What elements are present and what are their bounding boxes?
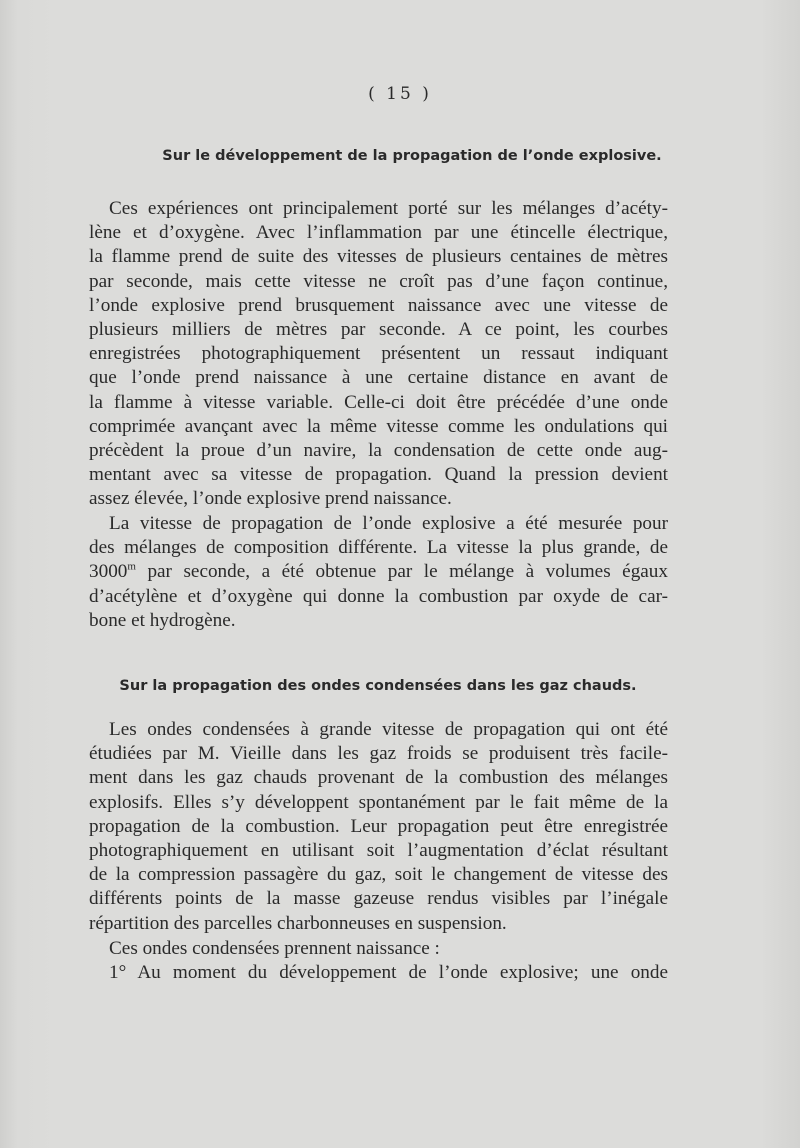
- text-line-with-measurement: [89, 560, 668, 584]
- text-line: de la compression passagère du gaz, soit le changement de vitesse des: [89, 864, 668, 886]
- text-line: La vitesse de propagation de l’onde explosive a été mesurée pour: [109, 513, 668, 534]
- unit-superscript: m: [127, 561, 136, 574]
- text-line: répartition des parcelles charbonneuses en suspension.: [89, 912, 507, 934]
- text-line: par seconde, mais cette vitesse ne croît pas d’une façon continue,: [89, 270, 668, 292]
- text-line: assez élevée, l’onde explosive prend naissance.: [89, 488, 452, 510]
- text-line: propagation de la combustion. Leur propagation peut être enregistrée: [89, 815, 668, 837]
- text-line: bone et hydrogène.: [89, 609, 236, 631]
- section-heading-2: Sur la propagation des ondes condensées dans les gaz chauds.: [119, 678, 637, 694]
- section1-paragraph-1: [89, 197, 668, 512]
- section1-paragraph-2: [89, 512, 668, 633]
- text-line: ment dans les gaz chauds provenant de la combustion des mélanges: [89, 767, 668, 789]
- text-line: comprimée avançant avec la même vitesse comme les ondulations qui: [89, 415, 668, 437]
- text-line: enregistrées photographiquement présentent un ressaut indiquant: [89, 343, 668, 365]
- section2-list-item-1: [89, 961, 668, 985]
- text-line: photographiquement en utilisant soit l’augmentation d’éclat résultant: [89, 840, 668, 862]
- text-line: la flamme à vitesse variable. Celle-ci doit être précédée d’une onde: [89, 391, 668, 413]
- text-line: étudiées par M. Vieille dans les gaz froids se produisent très facile-: [89, 743, 668, 765]
- text-line: la flamme prend de suite des vitesses de plusieurs centaines de mètres: [89, 246, 668, 268]
- text-line: lène et d’oxygène. Avec l’inflammation par une étincelle électrique,: [89, 222, 668, 244]
- section2-paragraph-1: [89, 718, 668, 936]
- section-heading-1: Sur le développement de la propagation de l’onde explosive.: [162, 148, 662, 164]
- text-line: que l’onde prend naissance à une certaine distance en avant de: [89, 367, 668, 389]
- text-line: explosifs. Elles s’y développent spontanément par le fait même de la: [89, 791, 668, 813]
- text-line: mentant avec sa vitesse de propagation. Quand la pression devient: [89, 464, 668, 486]
- page-number: ( 15 ): [368, 84, 432, 104]
- section2-paragraph-2: [89, 937, 668, 961]
- text-line: d’acétylène et d’oxygène qui donne la combustion par oxyde de car-: [89, 585, 668, 607]
- text-line: Ces ondes condensées prennent naissance :: [109, 938, 440, 959]
- text-line: l’onde explosive prend brusquement naissance avec une vitesse de: [89, 294, 668, 316]
- text-line: 1° Au moment du développement de l’onde explosive; une onde: [109, 962, 668, 983]
- speed-value: 3000: [89, 561, 128, 583]
- text-line: précèdent la proue d’un navire, la condensation de cette onde aug-: [89, 440, 668, 462]
- text-line: plusieurs milliers de mètres par seconde. A ce point, les courbes: [89, 319, 668, 341]
- text-line: différents points de la masse gazeuse rendus visibles par l’inégale: [89, 888, 668, 910]
- text-line: Les ondes condensées à grande vitesse de propagation qui ont été: [109, 719, 668, 740]
- text-line: des mélanges de composition différente. La vitesse la plus grande, de: [89, 537, 668, 559]
- text-fragment: par seconde, a été obtenue par le mélange à volumes égaux: [135, 561, 668, 583]
- text-line: Ces expériences ont principalement porté sur les mélanges d’acéty-: [109, 198, 668, 219]
